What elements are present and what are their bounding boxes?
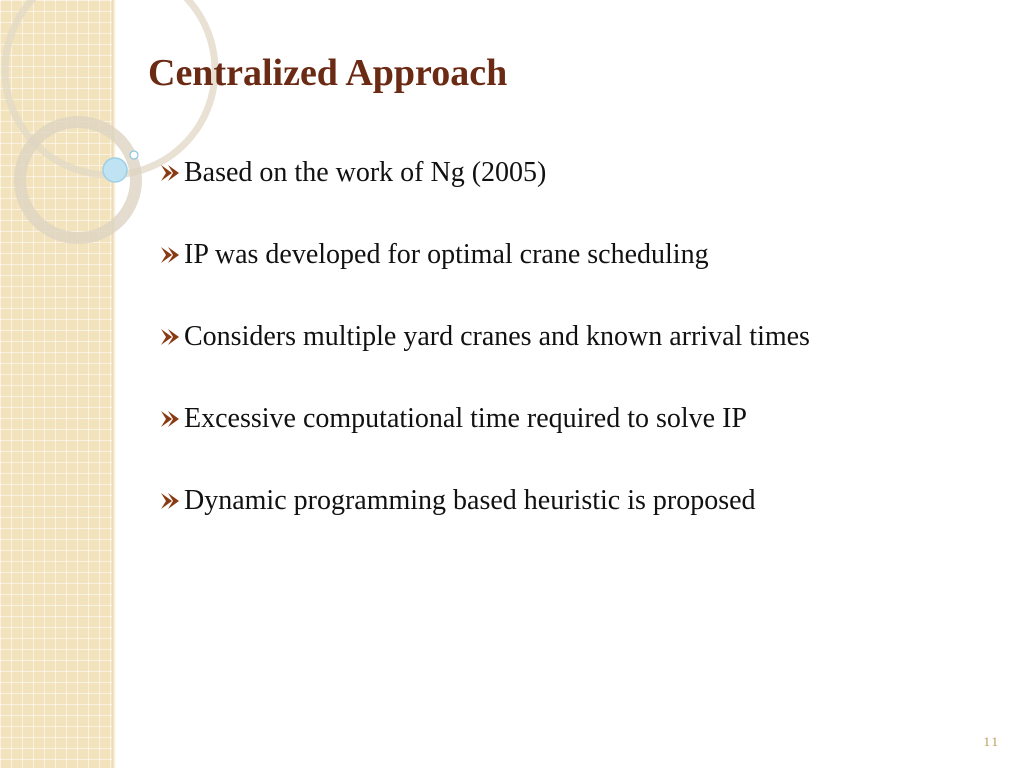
bullet-text: IP was developed for optimal crane scheduling [184, 239, 709, 270]
bullet-item [158, 155, 810, 191]
bullet-item [158, 237, 810, 273]
slide-title: Centralized Approach [148, 52, 508, 94]
arrow-bullet-icon [158, 408, 182, 430]
bullet-text: Excessive computational time required to solve IP [184, 403, 747, 434]
bullet-item [158, 483, 810, 519]
bullet-text: Dynamic programming based heuristic is proposed [184, 485, 756, 516]
bullet-list [158, 155, 810, 565]
bullet-text: Considers multiple yard cranes and known arrival times [184, 321, 810, 352]
bullet-item [158, 319, 810, 355]
bullet-item [158, 401, 810, 437]
arrow-bullet-icon [158, 244, 182, 266]
arrow-bullet-icon [158, 490, 182, 512]
bullet-text: Based on the work of Ng (2005) [184, 157, 547, 188]
circle-rings-decoration [0, 0, 150, 260]
arrow-bullet-icon [158, 162, 182, 184]
page-number: 11 [983, 734, 1000, 749]
arrow-bullet-icon [158, 326, 182, 348]
